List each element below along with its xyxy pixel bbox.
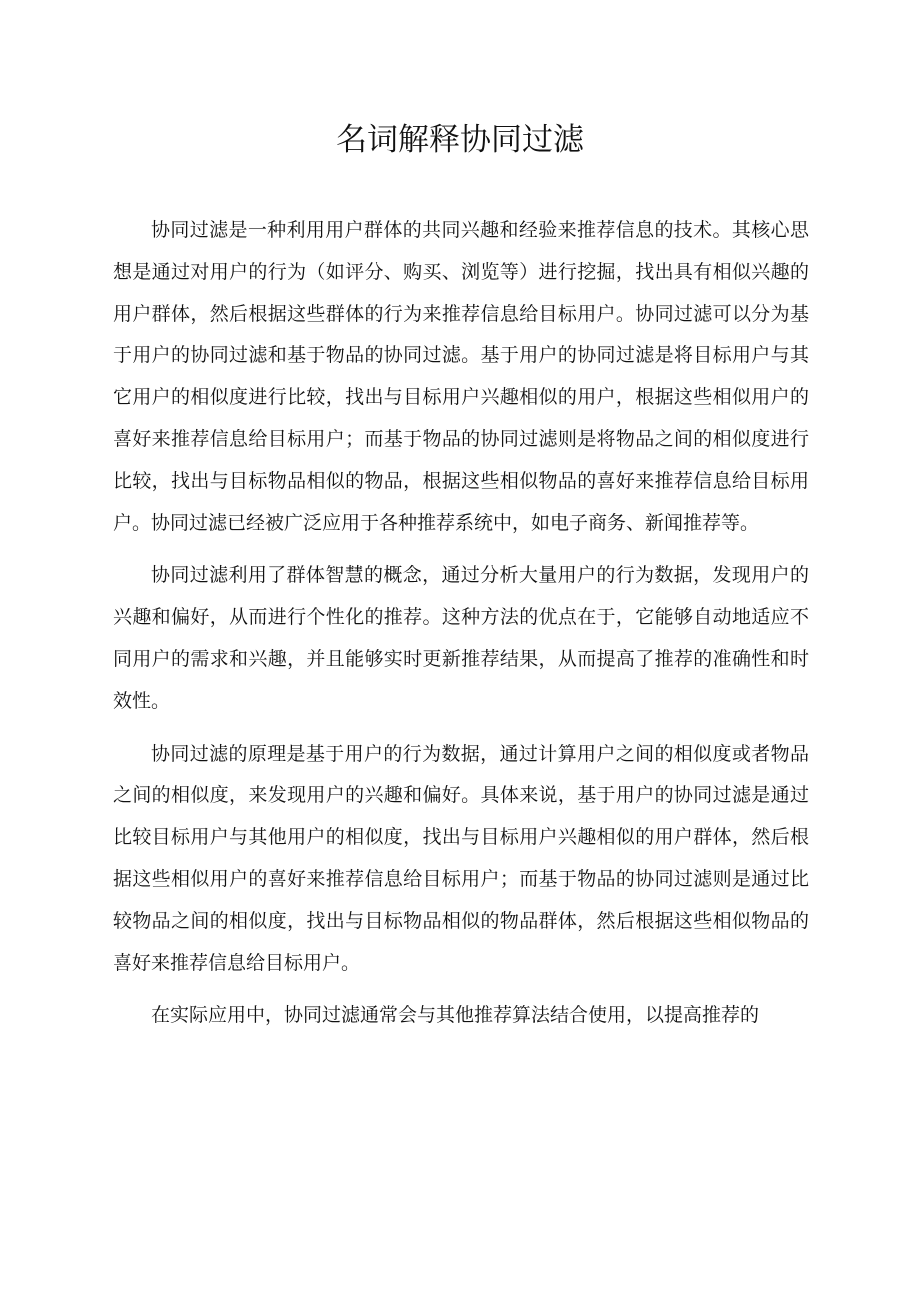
paragraph-4: 在实际应用中，协同过滤通常会与其他推荐算法结合使用，以提高推荐的 [151, 1004, 760, 1027]
paragraph-3: 协同过滤的原理是基于用户的行为数据，通过计算用户之间的相似度或者物品之间的相似度，来发现用户的兴趣和偏好。具体来说，基于用户的协同过滤是通过比较目标用户与其他用户的相似度，找出与目标用户兴趣相似的用户群体，然后根据这些相似用户的喜好来推荐信息给目标用户；而基于物品的协同过滤则是通过比较物品之间的相似度，找出与目标物品相似的物品群体，然后根据这些相似物品的喜好来推荐信息给目标用户。 [113, 742, 809, 974]
paragraph-2: 协同过滤利用了群体智慧的概念，通过分析大量用户的行为数据，发现用户的兴趣和偏好，从而进行个性化的推荐。这种方法的优点在于，它能够自动地适应不同用户的需求和兴趣，并且能够实时更新推荐结果，从而提高了推荐的准确性和时效性。 [113, 564, 809, 712]
paragraph-1: 协同过滤是一种利用用户群体的共同兴趣和经验来推荐信息的技术。其核心思想是通过对用户的行为（如评分、购买、浏览等）进行挖掘，找出具有相似兴趣的用户群体，然后根据这些群体的行为来推荐信息给目标用户。协同过滤可以分为基于用户的协同过滤和基于物品的协同过滤。基于用户的协同过滤是将目标用户与其它用户的相似度进行比较，找出与目标用户兴趣相似的用户，根据这些相似用户的喜好来推荐信息给目标用户；而基于物品的协同过滤则是将物品之间的相似度进行比较，找出与目标物品相似的物品，根据这些相似物品的喜好来推荐信息给目标用户。协同过滤已经被广泛应用于各种推荐系统中，如电子商务、新闻推荐等。 [113, 219, 809, 534]
document-title: 名词解释协同过滤 [336, 122, 584, 158]
document-body [113, 210, 809, 1048]
